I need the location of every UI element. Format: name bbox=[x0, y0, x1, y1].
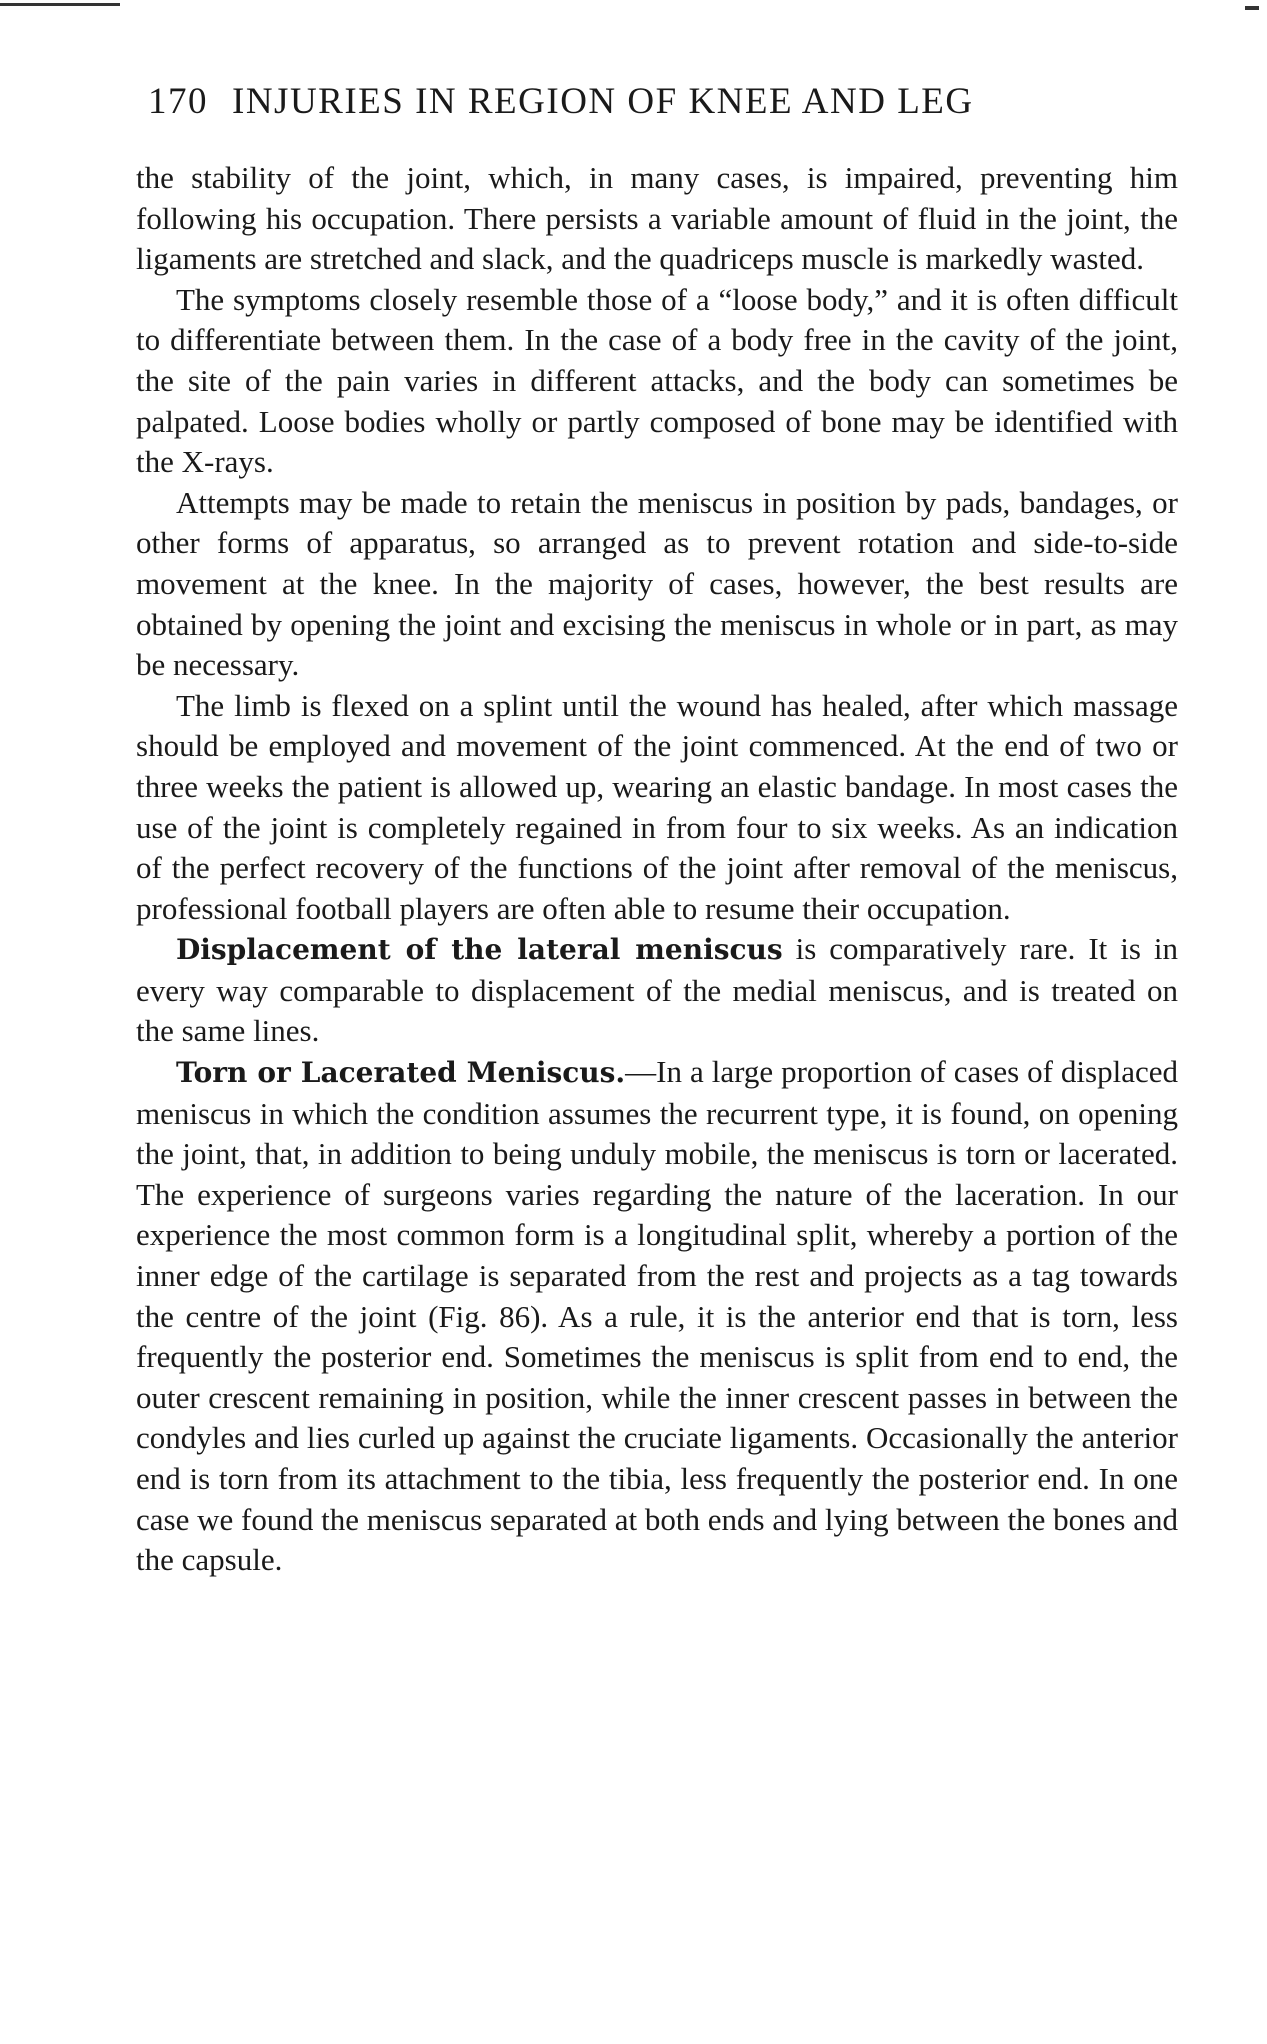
paragraph bbox=[136, 1052, 1178, 1581]
paragraph bbox=[136, 929, 1178, 1052]
paragraph-text: is comparatively rare. It is in every way comparable to displacement of the medial meniscus, and is treated on the same lines. bbox=[136, 931, 1178, 1049]
running-head bbox=[148, 80, 1178, 124]
paragraph-text: the stability of the joint, which, in many cases, is impaired, preventing him following his occupation. There persists a variable amount of fluid in the joint, the ligaments are stretched and slack, and the quadriceps muscle is markedly wasted. bbox=[136, 160, 1178, 277]
running-title: INJURIES IN REGION OF KNEE AND LEG bbox=[232, 81, 974, 122]
book-page bbox=[136, 80, 1178, 1581]
scan-edge-mark bbox=[0, 3, 120, 6]
section-heading: Torn or Lacerated Meniscus. bbox=[176, 1056, 626, 1090]
paragraph bbox=[136, 483, 1178, 686]
paragraph-text: —In a large proportion of cases of displaced meniscus in which the condition assumes the recurrent type, it is found, on opening the joint, that, in addition to being unduly mobile, the meniscus is torn or lacerated. The experience of surgeons varies regarding the nature of the laceration. In our experience the most common form is a longitudinal split, whereby a portion of the inner edge of the cartilage is separated from the rest and projects as a tag towards the centre of the joint (Fig. 86). As a rule, it is the anterior end that is torn, less frequently the posterior end. Sometimes the meniscus is split from end to end, the outer crescent remaining in position, while the inner crescent passes in between the condyles and lies curled up against the cruciate ligaments. Occasionally the anterior end is torn from its attachment to the tibia, less frequently the posterior end. In one case we found the meniscus separated at both ends and lying between the bones and the capsule. bbox=[136, 1054, 1178, 1578]
paragraph bbox=[136, 280, 1178, 483]
paragraph-text: The symptoms closely resemble those of a “loose body,” and it is often difficult to differentiate between them. In the case of a body free in the cavity of the joint, the site of the pain varies in different attacks, and the body can sometimes be palpated. Loose bodies wholly or partly composed of bone may be identified with the X-rays. bbox=[136, 281, 1178, 480]
page-number: 170 bbox=[148, 81, 208, 122]
scan-edge-mark bbox=[1245, 6, 1259, 10]
paragraph bbox=[136, 158, 1178, 280]
paragraph bbox=[136, 686, 1178, 930]
paragraph-text: The limb is flexed on a splint until the wound has healed, after which massage should be employed and movement of the joint commenced. At the end of two or three weeks the patient is allowed up, wearing an elastic bandage. In most cases the use of the joint is completely regained in from four to six weeks. As an indication of the perfect recovery of the functions of the joint after removal of the meniscus, professional football players are often able to resume their occupation. bbox=[136, 687, 1178, 926]
section-heading: Displacement of the lateral meniscus bbox=[176, 933, 783, 967]
paragraph-text: Attempts may be made to retain the meniscus in position by pads, bandages, or other forms of apparatus, so arranged as to prevent rotation and side-to-side movement at the knee. In the majority of cases, however, the best results are obtained by opening the joint and excising the meniscus in whole or in part, as may be necessary. bbox=[136, 484, 1178, 683]
